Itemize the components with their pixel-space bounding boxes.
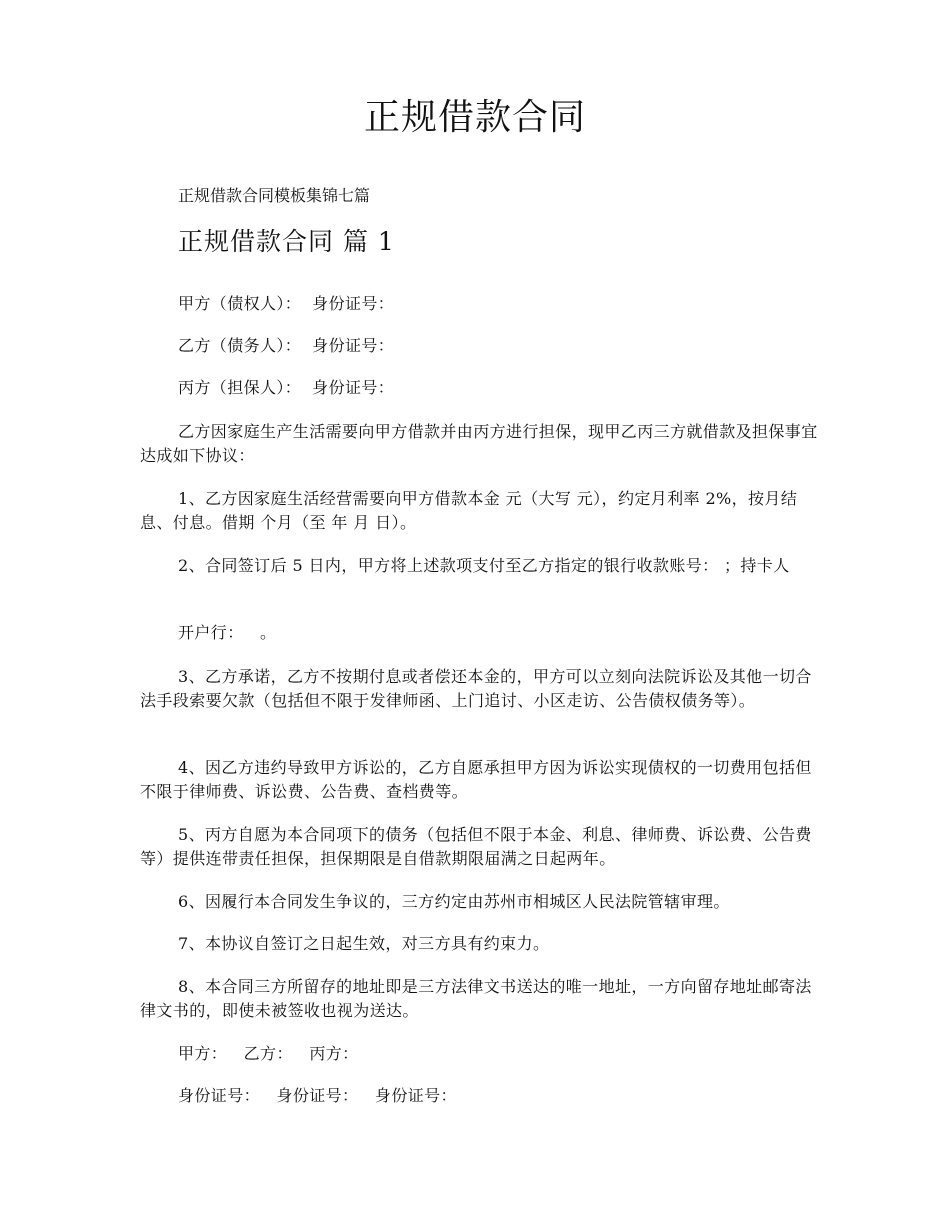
clause-2: 2、合同签订后 5 日内，甲方将上述款项支付至乙方指定的银行收款账号： ；持卡人: [178, 556, 790, 575]
clause-8: 8、本合同三方所留存的地址即是三方法律文书送达的唯一地址，一方向留存地址邮寄法律文书的，即使未被签收也视为送达。: [140, 977, 812, 1020]
party-a-line: 甲方（债权人）： 身份证号：: [178, 294, 395, 313]
signature-parties-line: 甲方： 乙方： 丙方：: [178, 1044, 359, 1063]
intro-paragraph: 乙方因家庭生产生活需要向甲方借款并由丙方进行担保，现甲乙丙三方就借款及担保事宜达成如下协议：: [140, 422, 818, 465]
bank-line: 开户行： 。: [178, 623, 277, 642]
document-title: 正规借款合同: [363, 97, 586, 138]
clause-1: 1、乙方因家庭生活经营需要向甲方借款本金 元（大写 元），约定月利率 2%，按月结息、付息。借期 个月（至 年 月 日）。: [140, 489, 798, 532]
document-subtitle: 正规借款合同模板集锦七篇: [178, 186, 371, 205]
party-c-line: 丙方（担保人）： 身份证号：: [178, 378, 395, 397]
section-heading: 正规借款合同 篇 1: [178, 227, 395, 256]
clause-4: 4、因乙方违约导致甲方诉讼的，乙方自愿承担甲方因为诉讼实现债权的一切费用包括但不限于律师费、诉讼费、公告费、查档费等。: [140, 758, 812, 801]
signature-id-line: 身份证号： 身份证号： 身份证号：: [178, 1086, 457, 1105]
party-b-line: 乙方（债务人）： 身份证号：: [178, 336, 395, 355]
clause-6: 6、因履行本合同发生争议的，三方约定由苏州市相城区人民法院管辖审理。: [178, 892, 730, 911]
clause-5: 5、丙方自愿为本合同项下的债务（包括但不限于本金、利息、律师费、诉讼费、公告费等）提供连带责任担保，担保期限是自借款期限届满之日起两年。: [140, 825, 812, 868]
clause-3: 3、乙方承诺，乙方不按期付息或者偿还本金的，甲方可以立刻向法院诉讼及其他一切合法手段索要欠款（包括但不限于发律师函、上门追讨、小区走访、公告债权债务等）。: [140, 667, 812, 710]
clause-7: 7、本协议自签订之日起生效，对三方具有约束力。: [178, 934, 550, 953]
